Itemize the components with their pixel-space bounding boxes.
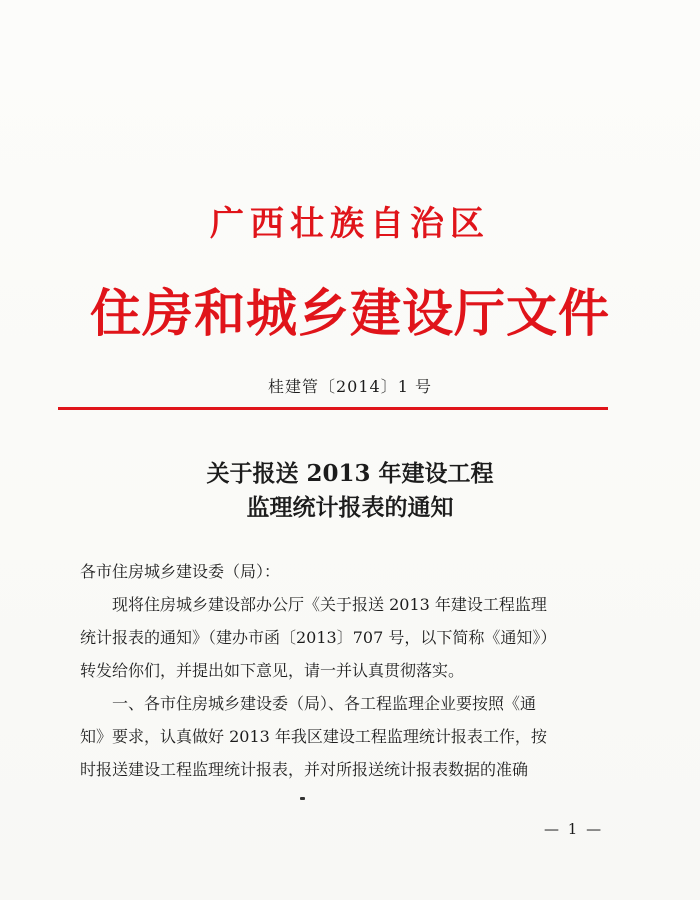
paragraph1-line-1: 现将住房城乡建设部办公厅《关于报送 2013 年建设工程监理	[112, 595, 547, 614]
notice-title-line-1: 关于报送 2013 年建设工程	[206, 460, 494, 487]
red-divider-line	[58, 407, 608, 410]
issuing-region: 广西壮族自治区	[210, 204, 490, 244]
document-number: 桂建管〔2014〕1 号	[268, 377, 432, 396]
notice-title	[0, 457, 700, 525]
page-number: — 1 —	[544, 820, 604, 838]
salutation: 各市住房城乡建设委（局）：	[80, 562, 281, 581]
paragraph2-line-1: 一、各市住房城乡建设委（局）、各工程监理企业要按照《通	[112, 694, 537, 713]
paragraph2-line-2: 知》要求，认真做好 2013 年我区建设工程监理统计报表工作，按	[80, 727, 547, 746]
scan-speck	[300, 797, 305, 800]
paragraph2-line-3: 时报送建设工程监理统计报表，并对所报送统计报表数据的准确	[80, 760, 529, 779]
paragraph1-line-2: 统计报表的通知》（建办市函〔2013〕707 号，以下简称《通知》）	[80, 628, 557, 647]
issuing-authority-title: 住房和城乡建设厅文件	[89, 284, 610, 344]
paragraph1-line-3: 转发给你们，并提出如下意见，请一并认真贯彻落实。	[80, 661, 465, 680]
notice-title-line-2: 监理统计报表的通知	[246, 494, 454, 521]
